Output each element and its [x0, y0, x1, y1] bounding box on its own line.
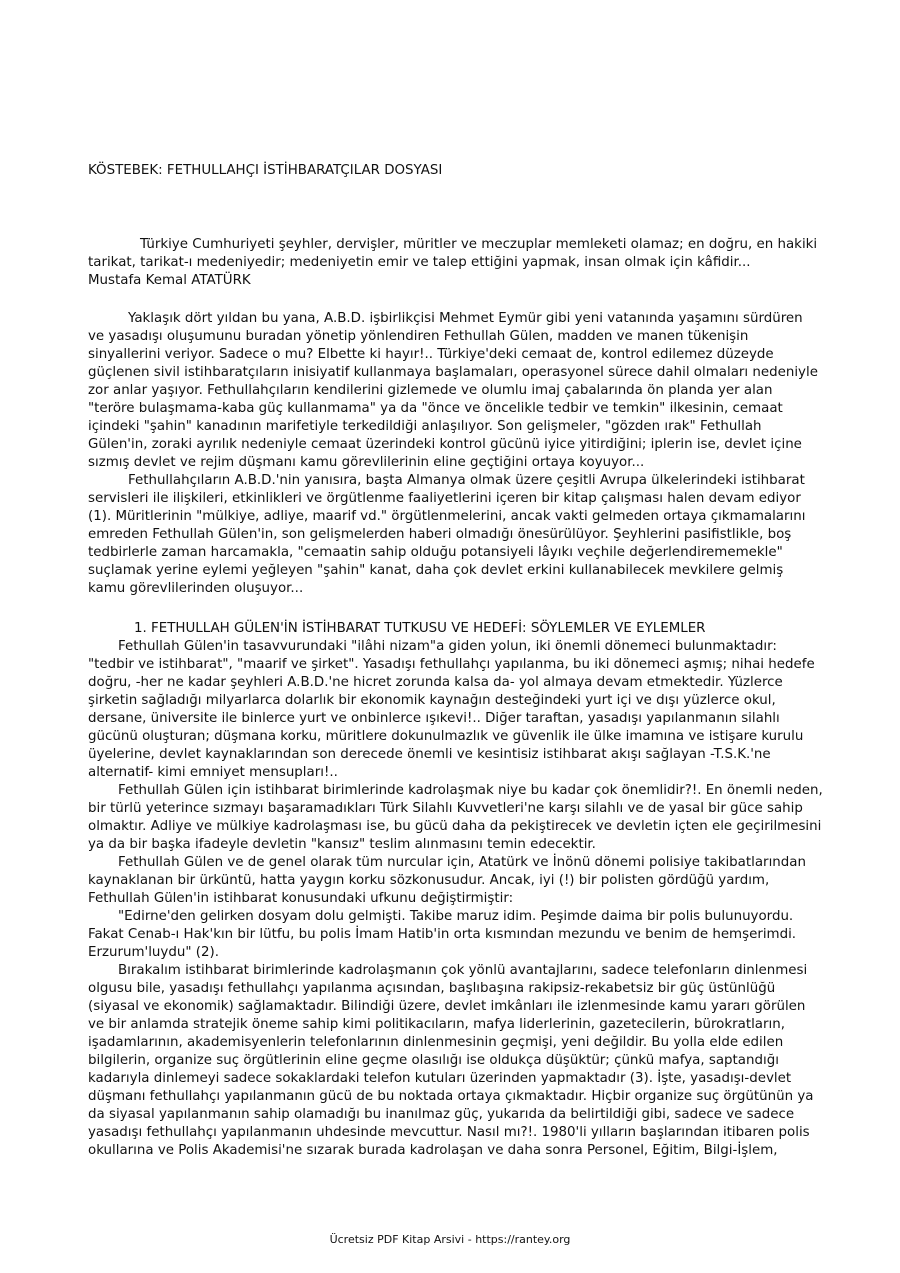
epigraph-author: Mustafa Kemal ATATÜRK [88, 273, 251, 288]
section-paragraph: Fethullah Gülen'in tasavvurundaki "ilâhi nizam"a giden yolun, iki önemli dönemeci bulunmaktadır: "tedbir ve istihbarat", "maarif ve şirket". Yasadışı fethullahçı yapılanma, bu iki dönemeci aşmış; nihai hedefe doğru, -her ne kadar şeyhleri A.B.D.'ne hicret zorunda kalsa da- yol almaya devam etmektedir. Yüzlerce şirketin sağladığı milyarlarca dolarlık bir ekonomik kaynağın desteğindeki yurt içi ve dışı yüzlerce okul, dersane, üniversite ile binlerce yurt ve onbinlerce ışıkevi!.. Diğer taraftan, yasadışı yapılanmanın silahlı gücünü oluşturan; düşmana korku, müritlere dokunulmazlık ve güvenlik ile ülke imamına ve istişare kurulu üyelerine, devlet kaynaklarından son derecede önemli ve kesintisiz istihbarat akışı sağlayan -T.S.K.'ne alternatif- kimi emniyet mensupları!.. [88, 639, 815, 780]
section-heading: 1. FETHULLAH GÜLEN'İN İSTİHBARAT TUTKUSU VE HEDEFİ: SÖYLEMLER VE EYLEMLER [134, 621, 706, 636]
document-title: KÖSTEBEK: FETHULLAHÇI İSTİHBARATÇILAR DOSYASI [88, 163, 443, 178]
intro-paragraph: Yaklaşık dört yıldan bu yana, A.B.D. işbirlikçisi Mehmet Eymür gibi yeni vatanında yaşamını sürdüren ve yasadışı oluşumunu buradan yönetip yönlendiren Fethullah Gülen, madden ve manen tükenişin sinyallerini veriyor. Sadece o mu? Elbette ki hayır!.. Türkiye'deki cemaat de, kontrol edilemez düzeyde güçlenen sivil istihbaratçıların inisiyatif kullanmaya başlamaları, operasyonel sürece dahil olmaları nedeniyle zor anlar yaşıyor. Fethullahçıların kendilerini gizlemede ve olumlu imaj çabalarında ön planda yer alan "teröre bulaşmama-kaba güç kullanmama" ya da "önce ve öncelikle tedbir ve temkin" ilkesinin, cemaat içindeki "şahin" kanadının marifetiyle terkedildiği anlaşılıyor. Son gelişmeler, "gözden ırak" Fethullah Gülen'in, zoraki ayrılık nedeniyle cemaat üzerindeki kontrol gücünü iyice yitirdiğini; iplerin ise, devlet içine sızmış devlet ve rejim düşmanı kamu görevlilerinin eline geçtiğini ortaya koyuyor... [88, 311, 818, 470]
intro-paragraph: Fethullahçıların A.B.D.'nin yanısıra, başta Almanya olmak üzere çeşitli Avrupa ülkelerindeki istihbarat servisleri ile ilişkileri, etkinlikleri ve örgütlenme faaliyetlerini içeren bir kitap çalışması halen devam ediyor (1). Müritlerinin "mülkiye, adliye, maarif vd." örgütlenmelerini, ancak vakti gelmeden ortaya çıkmamalarını emreden Fethullah Gülen'in, son gelişmelerden haberi olmadığı önesürülüyor. Şeyhlerini pasifistlikle, boş tedbirlerle zaman harcamakla, "cemaatin sahip olduğu potansiyeli lâyıkı veçhile değerlendirememekle" suçlamak yerine eylemi yeğleyen "şahin" kanat, daha çok devlet erkini kullanabilecek mevkilere gelmiş kamu görevlilerinden oluşuyor... [88, 473, 806, 596]
section-paragraph: Fethullah Gülen ve de genel olarak tüm nurcular için, Atatürk ve İnönü dönemi polisiye takibatlarından kaynaklanan bir ürküntü, hatta yaygın korku sözkonusudur. Ancak, iyi (!) bir polisten gördüğü yardım, Fethullah Gülen'in istihbarat konusundaki ufkunu değiştirmiştir: [88, 855, 806, 906]
section-paragraph: Bırakalım istihbarat birimlerinde kadrolaşmanın çok yönlü avantajlarını, sadece telefonların dinlenmesi olgusu bile, yasadışı fethullahçı yapılanma açısından, başlıbaşına rakipsiz-rekabetsiz bir güç üstünlüğü (siyasal ve ekonomik) sağlamaktadır. Bilindiği üzere, devlet imkânları ile izlenmesinde kamu yararı görülen ve bir anlamda stratejik öneme sahip kimi politikacıların, mafya liderlerinin, gazetecilerin, bürokratların, işadamlarının, akademisyenlerin telefonlarının dinlenmesinin geçmişi, yeni değildir. Bu yolla elde edilen bilgilerin, organize suç örgütlerinin eline geçme olasılığı ise oldukça düşüktür; çünkü mafya, saptandığı kadarıyla dinlemeyi sadece sokaklardaki telefon kutuları üzerinden yapmaktadır (3). İşte, yasadışı-devlet düşmanı fethullahçı yapılanmanın gücü de bu noktada ortaya çıkmaktadır. Hiçbir organize suç örgütünün ya da siyasal yapılanmanın sahip olamadığı bu inanılmaz güç, yukarıda da belirtildiği gibi, sadece ve sadece yasadışı fethullahçı yapılanmanın uhdesinde mevcuttur. Nasıl mı?!. 1980'li yılların başlarından itibaren polis okullarına ve Polis Akademisi'ne sızarak burada kadrolaşan ve daha sonra Personel, Eğitim, Bilgi-İşlem, [88, 963, 814, 1158]
footer-text: Ücretsiz PDF Kitap Arsivi - https://rantey.org [329, 1233, 571, 1246]
intro-section [88, 310, 823, 598]
section-paragraph: Fethullah Gülen için istihbarat birimlerinde kadrolaşmak niye bu kadar çok önemlidir?!. En önemli neden, bir türlü yeterince sızmayı başaramadıkları Türk Silahlı Kuvvetleri'ne karşı silahlı ve de yasal bir güce sahip olmaktır. Adliye ve mülkiye kadrolaşması ise, bu gücü daha da pekiştirecek ve devletin içten ele geçirilmesini ya da bir başka ifadeyle devletin "kansız" teslim alınmasını temin edecektir. [88, 783, 823, 852]
epigraph-quote: Türkiye Cumhuriyeti şeyhler, dervişler, müritler ve meczuplar memleketi olamaz; en doğru, en hakiki tarikat, tarikat-ı medeniyedir; medeniyetin emir ve talep ettiğini yapmak, insan olmak için kâfidir... [88, 237, 818, 270]
section-1 [88, 620, 823, 1160]
quote-paragraph: "Edirne'den gelirken dosyam dolu gelmişti. Takibe maruz idim. Peşimde daima bir polis bulunuyordu. Fakat Cenab-ı Hak'kın bir lütfu, bu polis İmam Hatib'in orta kısmından mezundu ve benim de hemşerimdi. Erzurum'luydu" (2). [88, 909, 797, 960]
epigraph [88, 236, 823, 290]
